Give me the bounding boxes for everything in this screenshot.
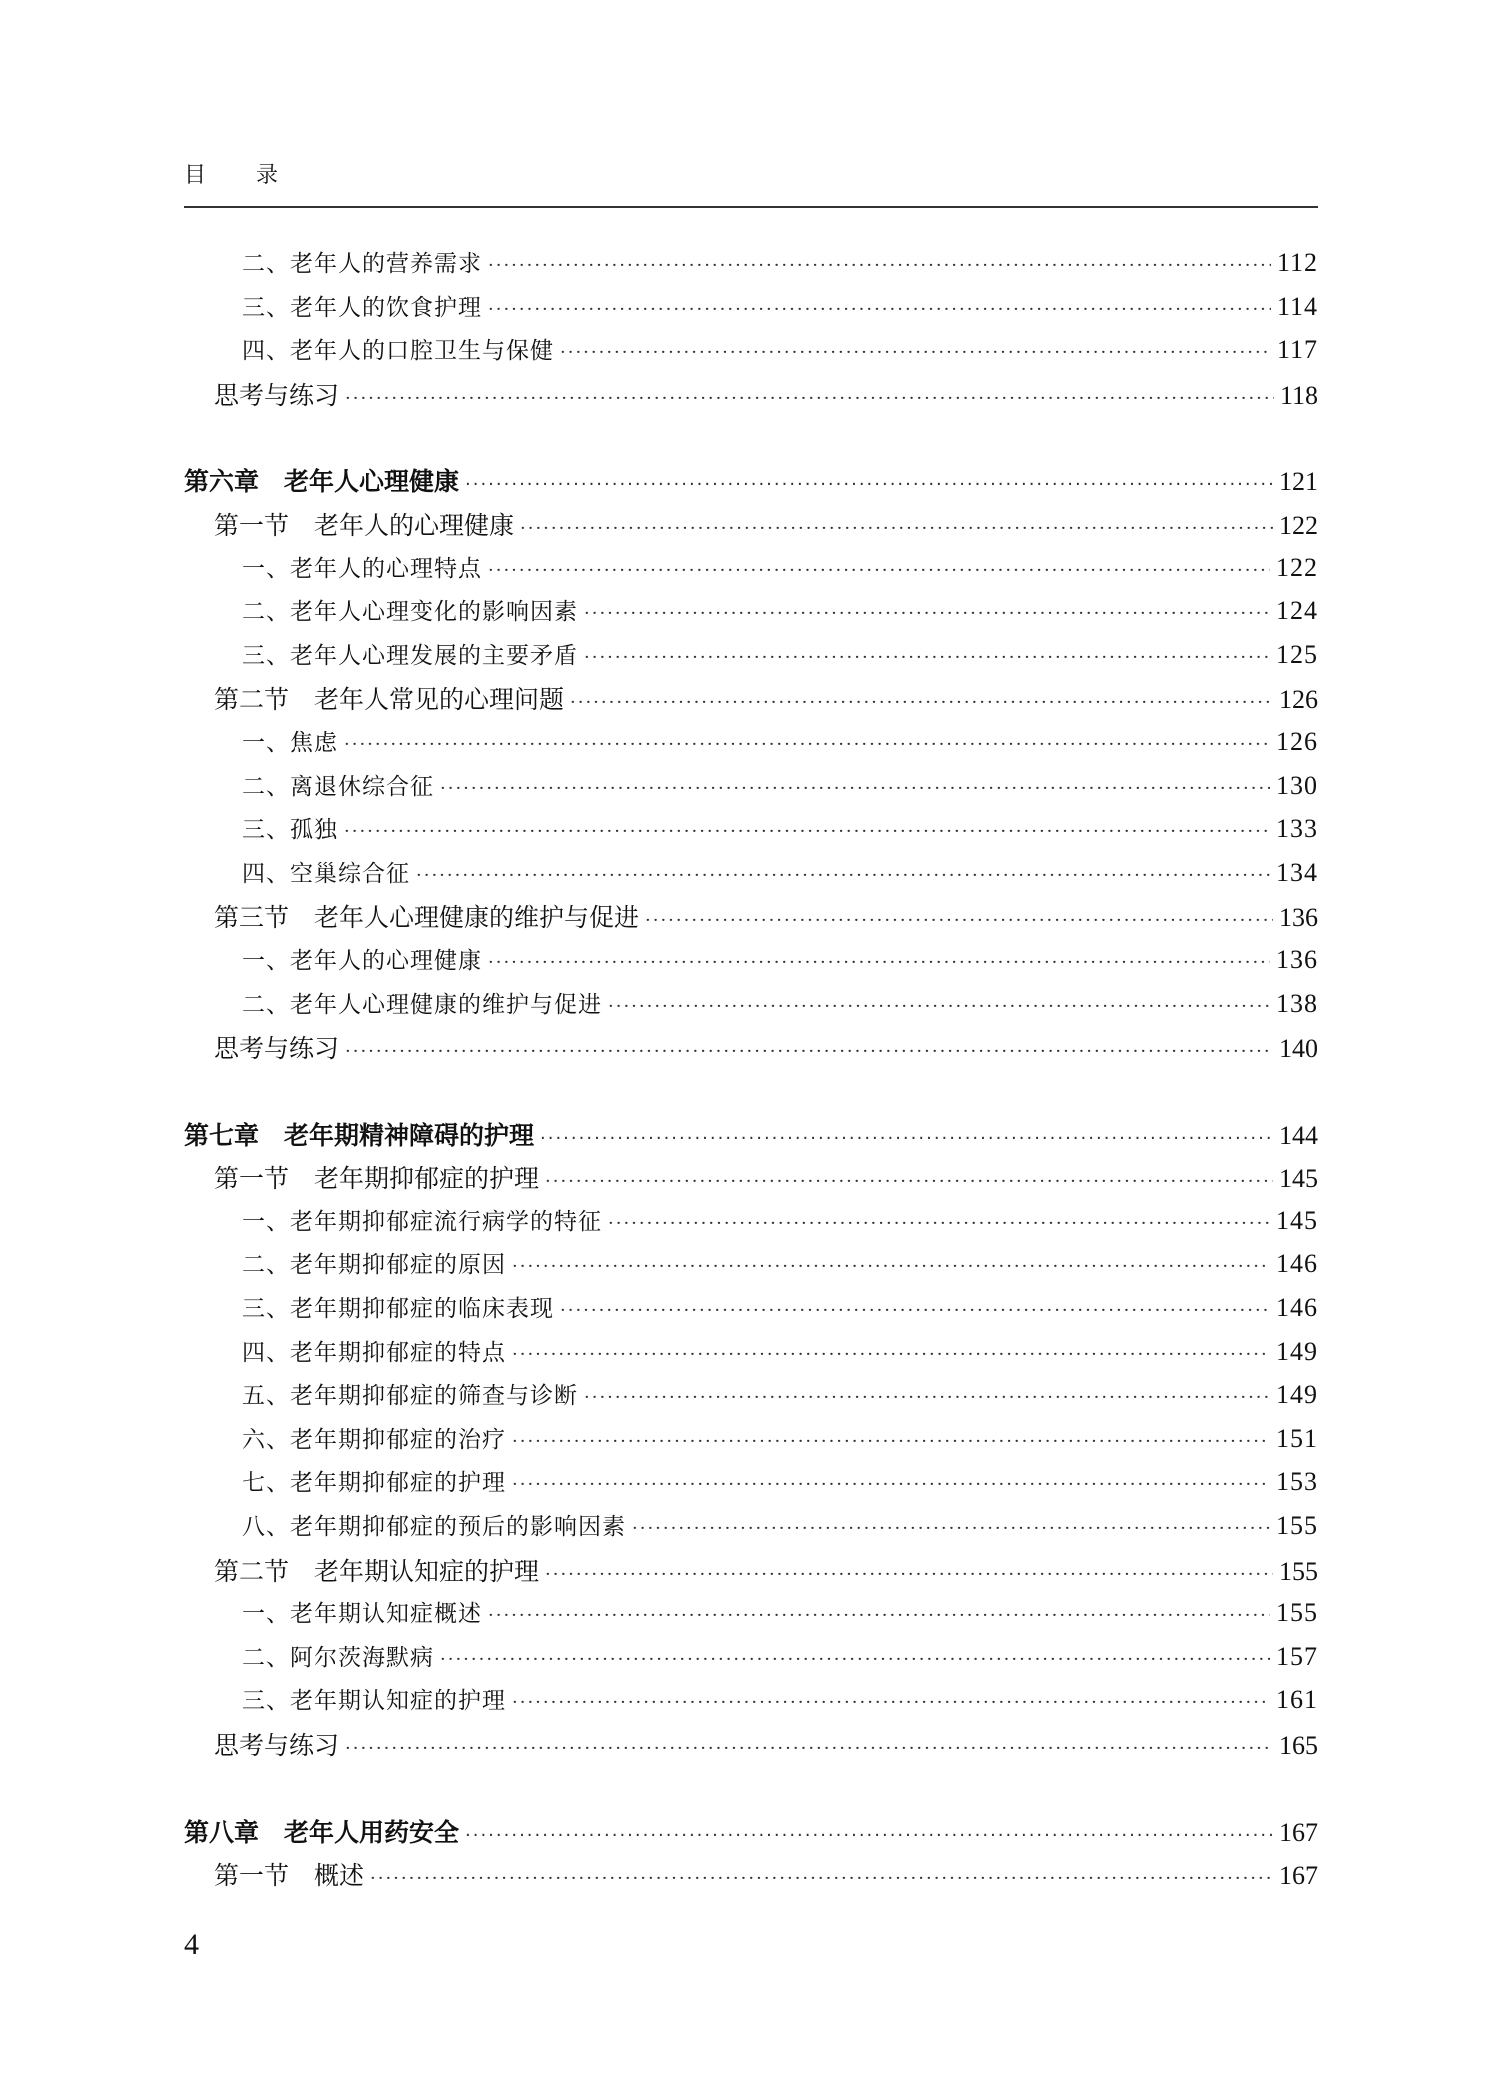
toc-entry-page: 125 bbox=[1276, 639, 1318, 669]
toc-entry-label: 第二节 老年人常见的心理问题 bbox=[214, 685, 565, 715]
toc-entry-label: 七、老年期抑郁症的护理 bbox=[242, 1470, 506, 1497]
toc-entry-label: 一、老年人的心理健康 bbox=[242, 947, 482, 974]
toc-entry bbox=[184, 376, 1318, 420]
toc-entry-page: 140 bbox=[1279, 1034, 1318, 1064]
toc-entry-label: 二、老年人心理健康的维护与促进 bbox=[242, 991, 602, 1018]
dot-leader bbox=[608, 996, 1270, 1017]
toc-entry bbox=[184, 637, 1318, 681]
toc-entry-page: 151 bbox=[1276, 1423, 1318, 1453]
toc-entry-page: 149 bbox=[1276, 1336, 1318, 1366]
dot-leader bbox=[560, 1300, 1270, 1321]
toc-entry bbox=[184, 1246, 1318, 1290]
dot-leader bbox=[520, 518, 1273, 539]
toc-entry-page: 117 bbox=[1276, 335, 1318, 365]
toc-entry-page: 153 bbox=[1276, 1467, 1318, 1497]
toc-entry bbox=[184, 1029, 1318, 1073]
dot-leader bbox=[645, 910, 1273, 931]
toc-entry bbox=[184, 1290, 1318, 1334]
dot-leader bbox=[512, 1256, 1270, 1277]
toc-entry-label: 思考与练习 bbox=[214, 380, 340, 410]
toc-entry bbox=[184, 506, 1318, 550]
toc-entry-page: 133 bbox=[1276, 814, 1318, 844]
toc-entry bbox=[184, 855, 1318, 899]
toc-entry bbox=[184, 811, 1318, 855]
toc-entry-page: 136 bbox=[1279, 903, 1318, 933]
toc-entry bbox=[184, 1508, 1318, 1552]
toc-entry-label: 八、老年期抑郁症的预后的影响因素 bbox=[242, 1514, 626, 1541]
toc-entry-label: 二、离退休综合征 bbox=[242, 773, 434, 800]
toc-entry bbox=[184, 898, 1318, 942]
dot-leader bbox=[370, 1868, 1273, 1889]
toc-entry-label: 二、老年人的营养需求 bbox=[242, 251, 482, 277]
toc-entry-label: 第八章 老年人用药安全 bbox=[184, 1817, 460, 1847]
page-number: 4 bbox=[184, 1928, 199, 1961]
toc-entry bbox=[184, 289, 1318, 333]
toc-entry bbox=[184, 245, 1318, 289]
dot-leader bbox=[488, 560, 1270, 581]
toc-entry bbox=[184, 462, 1318, 506]
toc-entry bbox=[184, 1639, 1318, 1683]
toc-entry bbox=[184, 768, 1318, 812]
toc-entry-label: 第一节 老年期抑郁症的护理 bbox=[214, 1164, 540, 1194]
toc-entry bbox=[184, 332, 1318, 376]
toc-entry-label: 第一节 老年人的心理健康 bbox=[214, 510, 515, 540]
toc-entry-page: 145 bbox=[1279, 1164, 1318, 1194]
toc-entry-label: 三、老年期抑郁症的临床表现 bbox=[242, 1296, 554, 1323]
toc-entry-label: 二、老年期抑郁症的原因 bbox=[242, 1252, 506, 1279]
dot-leader bbox=[344, 821, 1270, 842]
toc-entry-label: 六、老年期抑郁症的治疗 bbox=[242, 1426, 506, 1453]
toc-entry bbox=[184, 1552, 1318, 1596]
toc-entry-page: 126 bbox=[1276, 726, 1318, 756]
dot-leader bbox=[540, 1128, 1273, 1149]
toc-entry-page: 126 bbox=[1279, 685, 1318, 715]
toc-entry-label: 二、阿尔茨海默病 bbox=[242, 1644, 434, 1671]
toc-entry-page: 146 bbox=[1276, 1293, 1318, 1323]
dot-leader bbox=[570, 692, 1273, 713]
toc-entry-label: 三、老年人心理发展的主要矛盾 bbox=[242, 642, 578, 669]
toc-entry-page: 155 bbox=[1276, 1598, 1318, 1628]
toc-entry bbox=[184, 1464, 1318, 1508]
toc-entry-label: 一、老年期抑郁症流行病学的特征 bbox=[242, 1208, 602, 1235]
toc-entry-label: 第七章 老年期精神障碍的护理 bbox=[184, 1120, 535, 1150]
toc-entry-label: 第六章 老年人心理健康 bbox=[184, 467, 460, 497]
dot-leader bbox=[345, 1041, 1273, 1062]
dot-leader bbox=[584, 1387, 1270, 1408]
toc-entry-label: 第二节 老年期认知症的护理 bbox=[214, 1556, 540, 1586]
running-header bbox=[184, 158, 1318, 208]
toc-entry-label: 一、老年人的心理特点 bbox=[242, 555, 482, 582]
dot-leader bbox=[584, 603, 1270, 624]
toc-entry bbox=[184, 1377, 1318, 1421]
dot-leader bbox=[344, 734, 1270, 755]
dot-leader bbox=[345, 1738, 1273, 1759]
toc-entry bbox=[184, 550, 1318, 594]
dot-leader bbox=[512, 1692, 1270, 1713]
toc-entry bbox=[184, 1116, 1318, 1160]
dot-leader bbox=[545, 1171, 1273, 1192]
toc-entry bbox=[184, 1334, 1318, 1378]
toc-entry-label: 第三节 老年人心理健康的维护与促进 bbox=[214, 903, 640, 933]
toc-entry-page: 138 bbox=[1276, 988, 1318, 1018]
dot-leader bbox=[512, 1474, 1270, 1495]
toc-entry-label: 二、老年人心理变化的影响因素 bbox=[242, 599, 578, 626]
dot-leader bbox=[512, 1344, 1270, 1365]
dot-leader bbox=[416, 865, 1270, 886]
toc-entry-label: 五、老年期抑郁症的筛查与诊断 bbox=[242, 1383, 578, 1410]
dot-leader bbox=[488, 299, 1271, 320]
toc-entry bbox=[184, 1682, 1318, 1726]
toc-entry-page: 149 bbox=[1276, 1380, 1318, 1410]
toc-entry-label: 三、老年人的饮食护理 bbox=[242, 294, 482, 321]
toc-entry bbox=[184, 680, 1318, 724]
toc-entry bbox=[184, 1159, 1318, 1203]
dot-leader bbox=[632, 1518, 1270, 1539]
toc-entry-page: 161 bbox=[1276, 1685, 1318, 1715]
toc-entry-page: 144 bbox=[1279, 1120, 1318, 1150]
toc-entry-page: 122 bbox=[1276, 552, 1318, 582]
toc-entry-page: 134 bbox=[1276, 857, 1318, 887]
toc-entry-page: 145 bbox=[1276, 1205, 1318, 1235]
toc-entry-page: 118 bbox=[1279, 380, 1318, 410]
toc-entry-label: 三、孤独 bbox=[242, 817, 338, 844]
toc-entry-page: 124 bbox=[1276, 596, 1318, 626]
toc-entry-page: 167 bbox=[1279, 1817, 1318, 1847]
toc-entry-page: 165 bbox=[1279, 1731, 1318, 1760]
dot-leader bbox=[545, 1564, 1273, 1585]
header-title: 目录 bbox=[184, 163, 329, 188]
dot-leader bbox=[488, 952, 1270, 973]
toc-entry-label: 第一节 概述 bbox=[214, 1861, 365, 1891]
toc-entry-page: 112 bbox=[1276, 248, 1318, 277]
toc-entry-page: 155 bbox=[1279, 1556, 1318, 1586]
dot-leader bbox=[584, 647, 1270, 668]
toc-entry-label: 一、老年期认知症概述 bbox=[242, 1601, 482, 1628]
toc-entry bbox=[184, 1421, 1318, 1465]
toc-entry bbox=[184, 1856, 1318, 1900]
table-of-contents bbox=[184, 245, 1318, 1900]
toc-entry bbox=[184, 593, 1318, 637]
dot-leader bbox=[465, 474, 1273, 495]
dot-leader bbox=[488, 255, 1271, 276]
dot-leader bbox=[608, 1213, 1270, 1234]
dot-leader bbox=[488, 1605, 1270, 1626]
toc-entry-page: 146 bbox=[1276, 1249, 1318, 1279]
toc-entry bbox=[184, 1726, 1318, 1770]
dot-leader bbox=[440, 1649, 1270, 1670]
dot-leader bbox=[465, 1825, 1273, 1846]
toc-entry-label: 三、老年期认知症的护理 bbox=[242, 1688, 506, 1715]
toc-entry-label: 思考与练习 bbox=[214, 1731, 340, 1760]
toc-entry bbox=[184, 1203, 1318, 1247]
dot-leader bbox=[440, 778, 1270, 799]
toc-entry bbox=[184, 724, 1318, 768]
toc-entry bbox=[184, 986, 1318, 1030]
toc-entry-page: 122 bbox=[1279, 510, 1318, 540]
toc-entry-page: 121 bbox=[1279, 467, 1318, 497]
toc-entry-page: 157 bbox=[1276, 1641, 1318, 1671]
toc-entry-label: 思考与练习 bbox=[214, 1034, 340, 1064]
dot-leader bbox=[512, 1431, 1270, 1452]
toc-entry-page: 136 bbox=[1276, 944, 1318, 974]
dot-leader bbox=[345, 388, 1274, 409]
toc-entry-page: 155 bbox=[1276, 1511, 1318, 1541]
dot-leader bbox=[560, 342, 1271, 363]
toc-entry-label: 四、老年人的口腔卫生与保健 bbox=[242, 338, 554, 365]
toc-entry-page: 167 bbox=[1279, 1861, 1318, 1891]
toc-entry-label: 四、老年期抑郁症的特点 bbox=[242, 1339, 506, 1366]
toc-entry bbox=[184, 942, 1318, 986]
toc-entry bbox=[184, 1813, 1318, 1857]
toc-entry-label: 一、焦虑 bbox=[242, 729, 338, 756]
toc-entry-page: 130 bbox=[1276, 770, 1318, 800]
toc-entry-label: 四、空巢综合征 bbox=[242, 860, 410, 887]
toc-entry-page: 114 bbox=[1276, 291, 1318, 321]
toc-entry bbox=[184, 1595, 1318, 1639]
